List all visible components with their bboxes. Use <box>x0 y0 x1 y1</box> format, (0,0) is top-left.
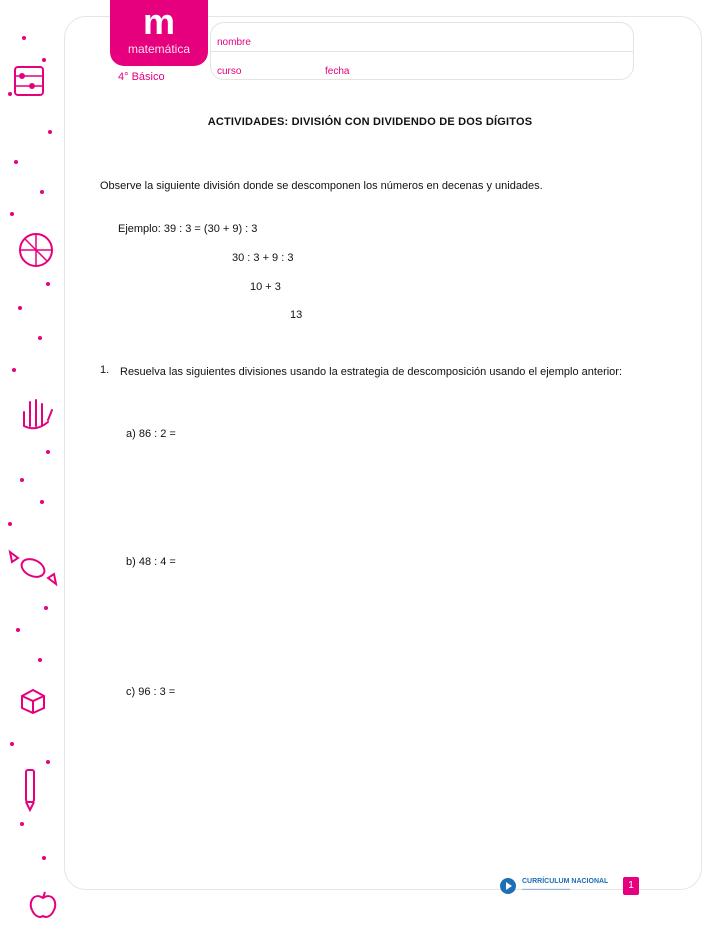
play-icon <box>500 878 516 894</box>
footer-brand-text: CURRÍCULUM NACIONAL <box>522 878 609 885</box>
decor-dot <box>46 282 50 286</box>
decor-dot <box>20 822 24 826</box>
exercise-expression: 48 : 4 = <box>138 556 176 568</box>
decor-dot <box>46 450 50 454</box>
pie-fraction-icon <box>16 230 56 270</box>
student-info-box <box>210 22 634 80</box>
decor-dot <box>38 658 42 662</box>
intro-paragraph: Observe la siguiente división donde se descomponen los números en decenas y unidades. <box>100 180 543 192</box>
decor-dot <box>14 160 18 164</box>
page-title: ACTIVIDADES: DIVISIÓN CON DIVIDENDO DE DOS DÍGITOS <box>207 116 533 128</box>
decor-dot <box>38 336 42 340</box>
exercise-a <box>126 428 176 440</box>
example-line-1: Ejemplo: 39 : 3 = (30 + 9) : 3 <box>118 223 258 235</box>
grade-label: 4° Básico <box>118 71 165 83</box>
page-number: 1 <box>623 877 639 895</box>
question-text: Resuelva las siguientes divisiones usando la estrategia de descomposición usando el ejemplo anterior: <box>120 366 623 378</box>
decor-dot <box>44 606 48 610</box>
logo-word: matemática <box>127 42 191 56</box>
question-number: 1. <box>100 364 110 376</box>
name-label: nombre <box>217 37 251 48</box>
candy-icon <box>8 548 58 588</box>
exercise-expression: 96 : 3 = <box>138 686 176 698</box>
decor-dot <box>12 368 16 372</box>
apple-icon <box>26 890 60 920</box>
decor-dot <box>40 500 44 504</box>
exercise-label: c) <box>126 686 136 698</box>
decor-dot <box>10 212 14 216</box>
hand-icon <box>18 396 56 432</box>
decor-dot <box>42 856 46 860</box>
course-date-row <box>211 52 633 80</box>
decor-dot <box>22 36 26 40</box>
exercise-b <box>126 556 176 568</box>
decor-dot <box>40 190 44 194</box>
page-frame <box>64 16 702 890</box>
cube-icon <box>18 686 48 714</box>
decor-dot <box>16 628 20 632</box>
name-row <box>211 23 633 52</box>
decor-dot <box>42 58 46 62</box>
example-line-2: 30 : 3 + 9 : 3 <box>232 252 294 264</box>
decor-dot <box>20 478 24 482</box>
example-line-3: 10 + 3 <box>250 281 281 293</box>
date-label: fecha <box>325 66 350 77</box>
course-label: curso <box>217 66 242 77</box>
exercise-c <box>126 686 175 698</box>
example-line-4: 13 <box>290 309 303 321</box>
exercise-label: a) <box>126 428 136 440</box>
footer-brand-logo <box>500 876 618 896</box>
exercise-expression: 86 : 2 = <box>138 428 176 440</box>
decor-dot <box>48 130 52 134</box>
decor-dot <box>10 742 14 746</box>
pencil-icon <box>20 768 40 812</box>
decorative-margin <box>0 0 70 933</box>
abacus-icon <box>12 64 46 98</box>
subject-logo <box>110 0 208 66</box>
exercise-label: b) <box>126 556 136 568</box>
decor-dot <box>18 306 22 310</box>
decor-dot <box>8 522 12 526</box>
logo-letter: m <box>142 1 175 42</box>
decor-dot <box>46 760 50 764</box>
footer-brand-subline: ━━━━━━━━━━━━━━━━ <box>522 887 571 893</box>
